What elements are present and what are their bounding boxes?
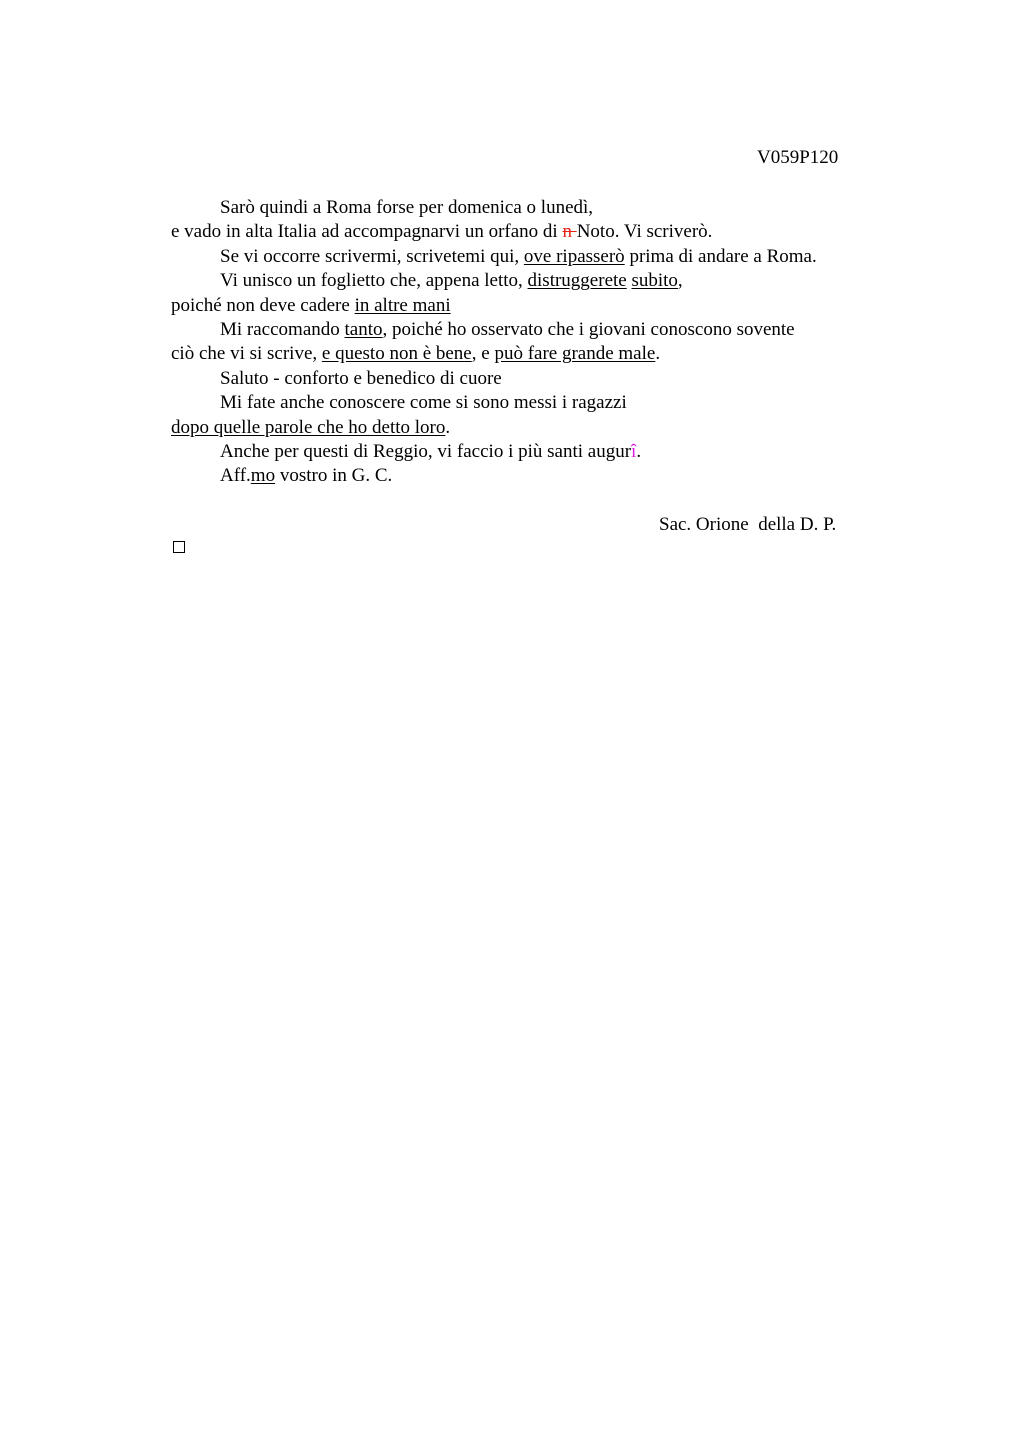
letter-line	[171, 269, 891, 293]
text-segment: poiché non deve cadere	[171, 294, 355, 316]
letter-line	[171, 440, 891, 464]
letter-body	[171, 196, 891, 489]
underlined-text: può fare grande male	[494, 343, 656, 365]
text-segment: .	[636, 440, 642, 462]
struck-correction: n	[562, 221, 577, 243]
text-segment: ,	[677, 270, 683, 292]
text-segment: e vado in alta Italia ad accompagnarvi un orfano di	[171, 221, 563, 243]
checkbox[interactable]	[173, 541, 185, 553]
letter-line	[171, 220, 891, 244]
letter-line	[171, 367, 891, 391]
underlined-text: e questo non è bene	[321, 343, 472, 365]
letter-line	[171, 342, 891, 366]
underlined-text: subito	[631, 270, 678, 292]
text-segment: vostro in G. C.	[275, 465, 393, 487]
text-segment: Vi unisco un foglietto che, appena letto,	[220, 270, 528, 292]
letter-line	[171, 245, 891, 269]
underlined-text: dopo quelle parole che ho detto loro	[171, 416, 446, 438]
underlined-text: tanto	[344, 318, 383, 340]
underlined-text: distruggerete	[527, 270, 627, 292]
letter-line	[171, 464, 891, 488]
text-segment: Aff.	[220, 465, 251, 487]
text-segment: , e	[471, 343, 495, 365]
letter-line	[171, 294, 891, 318]
underlined-text: in altre mani	[354, 294, 451, 316]
letter-line	[171, 196, 891, 220]
text-segment: , poiché ho osservato che i giovani conoscono sovente	[382, 318, 795, 340]
letter-line	[171, 391, 891, 415]
text-segment: .	[445, 416, 451, 438]
text-segment: Mi fate anche conoscere come si sono messi i ragazzi	[220, 392, 627, 414]
text-segment: Anche per questi di Reggio, vi faccio i più santi augur	[220, 440, 632, 462]
text-segment: Se vi occorre scrivermi, scrivetemi qui,	[220, 245, 524, 267]
signature: Sac. Orione della D. P.	[659, 514, 837, 535]
text-segment: prima di andare a Roma.	[624, 245, 817, 267]
underlined-text: ove ripasserò	[523, 245, 625, 267]
text-segment: ciò che vi si scrive,	[171, 343, 322, 365]
text-segment: .	[655, 343, 661, 365]
text-segment: Saluto - conforto e benedico di cuore	[220, 367, 502, 389]
underlined-text: mo	[250, 465, 276, 487]
text-segment: Sarò quindi a Roma forse per domenica o lunedì,	[220, 197, 594, 218]
letter-line	[171, 416, 891, 440]
page-code: V059P120	[757, 147, 839, 168]
text-segment: Mi raccomando	[220, 318, 345, 340]
text-segment: Noto. Vi scriverò.	[576, 221, 713, 243]
letter-line	[171, 318, 891, 342]
highlighted-correction: î	[631, 440, 637, 462]
